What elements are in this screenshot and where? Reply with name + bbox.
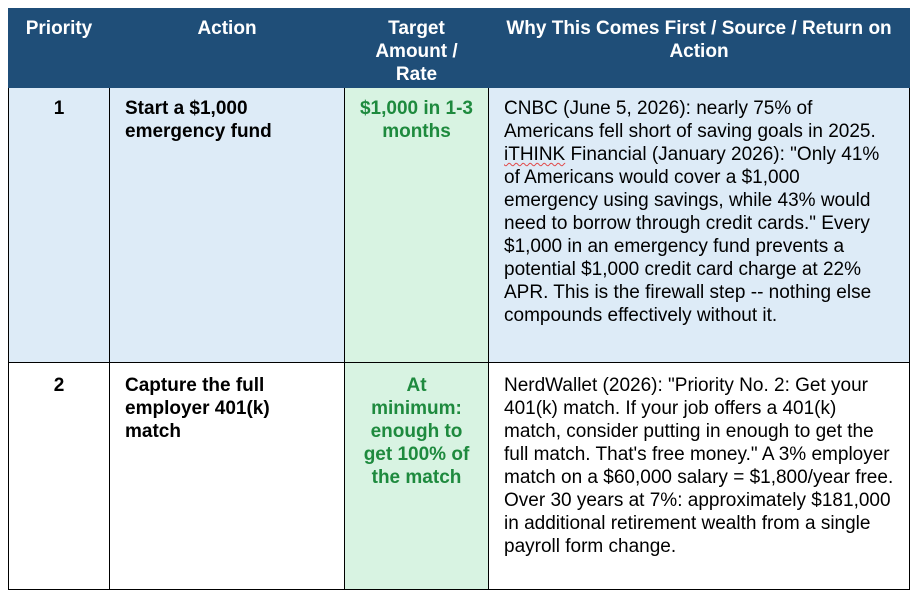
table-row — [9, 88, 910, 363]
why-text-part: Financial (January 2026): "Only 41% of Americans would cover a $1,000 emergency using savings, while 43% would need to borrow through credit cards." Every $1,000 in an emergency fund prevents a potential $1,000 credit card charge at 22% APR. This is the firewall step -- nothing else compounds effectively without it. — [504, 144, 880, 326]
header-target: Target Amount / Rate — [345, 9, 489, 88]
priority-cell: 2 — [9, 363, 110, 590]
header-action: Action — [110, 9, 345, 88]
why-cell — [489, 88, 910, 363]
header-priority: Priority — [9, 9, 110, 88]
action-cell: Capture the full employer 401(k) match — [110, 363, 345, 590]
why-cell: NerdWallet (2026): "Priority No. 2: Get your 401(k) match. If your job offers a 401(k) match, consider putting in enough to get the full match. That's free money." A 3% employer match on a $60,000 salary = $1,800/year free. Over 30 years at 7%: approximately $181,000 in additional retirement wealth from a single payroll form change. — [489, 363, 910, 590]
spellcheck-flagged-word[interactable]: iTHINK — [504, 144, 566, 165]
target-cell: At minimum: enough to get 100% of the match — [345, 363, 489, 590]
header-why: Why This Comes First / Source / Return on Action — [489, 9, 910, 88]
target-cell: $1,000 in 1-3 months — [345, 88, 489, 363]
priority-cell: 1 — [9, 88, 110, 363]
header-row — [9, 9, 910, 88]
table-row — [9, 363, 910, 590]
action-cell: Start a $1,000 emergency fund — [110, 88, 345, 363]
priority-table — [8, 8, 910, 590]
why-text-part: CNBC (June 5, 2026): nearly 75% of Americans fell short of saving goals in 2025. — [504, 98, 876, 142]
